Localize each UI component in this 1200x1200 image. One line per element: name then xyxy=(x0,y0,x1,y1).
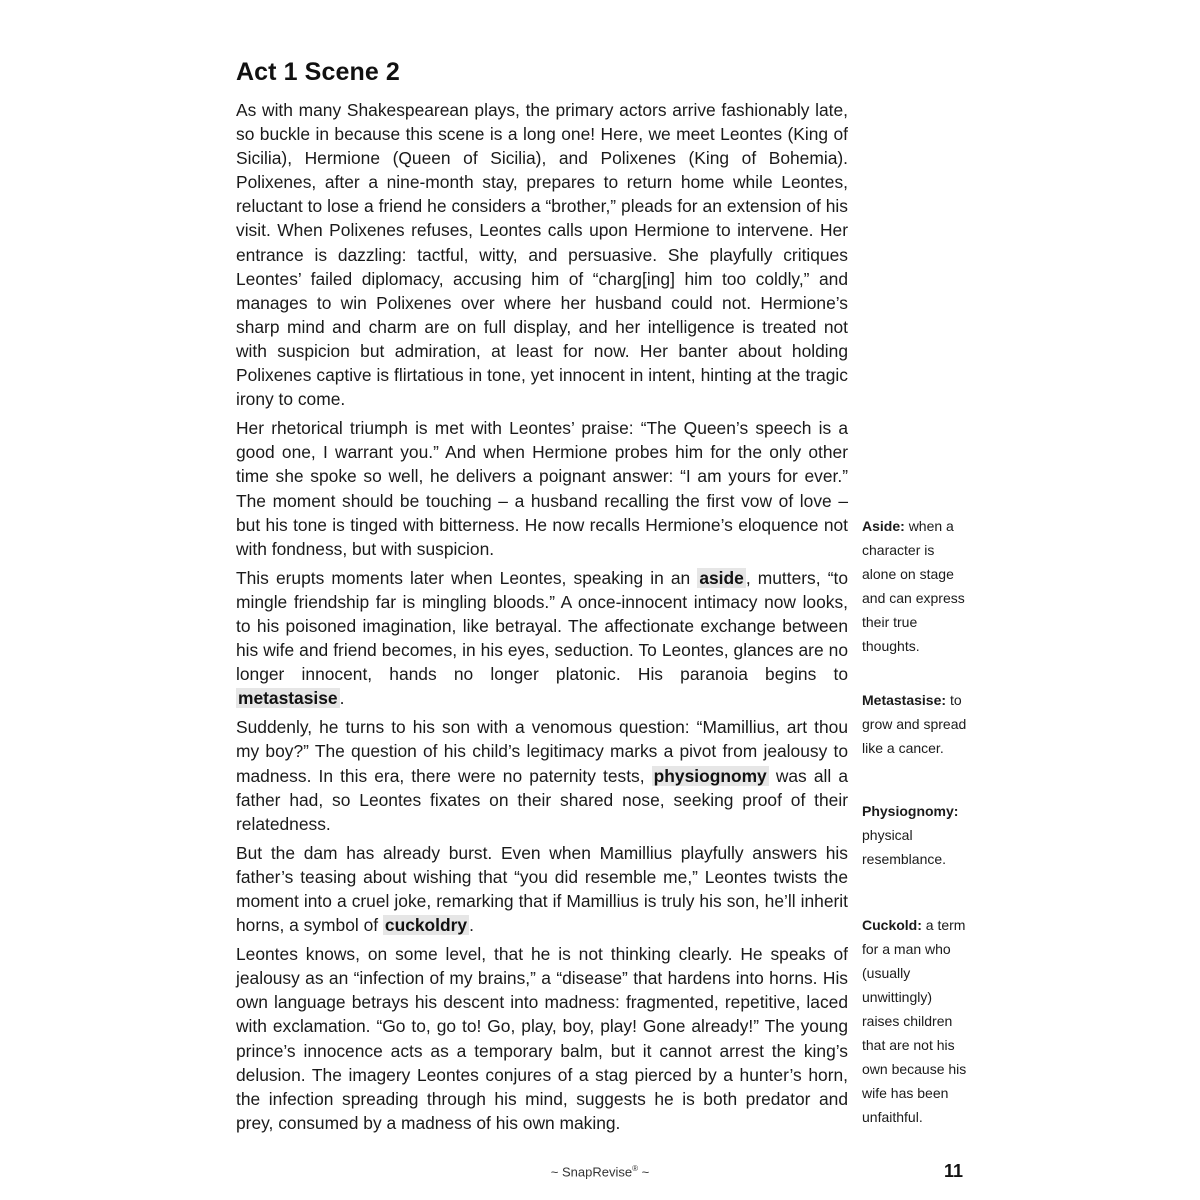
registered-mark: ® xyxy=(632,1164,638,1173)
term-metastasise: metastasise xyxy=(238,688,338,709)
paragraph-text: Suddenly, he turns to his son with a venomous question: “Mamillius, art thou my boy?” The question of his child’s legitimacy marks a pivot from jealousy to madness. In this era, there were no paternity tests, xyxy=(236,717,848,786)
paragraph-text: Her rhetorical triumph is met with Leontes’ praise: “The Queen’s speech is a good one, I warrant you.” And when Hermione probes him for the only other time she spoke so well, he delivers a poignant answer: “I am yours for ever.” The moment should be touching – a husband recalling the first vow of love – but his tone is tinged with bitterness. He now recalls Hermione’s eloquence not with fondness, but with suspicion. xyxy=(236,418,848,559)
glossary-definition: when a character is alone on stage and can express their true thoughts. xyxy=(862,518,965,654)
paragraph-text: This erupts moments later when Leontes, speaking in an xyxy=(236,567,698,588)
glossary-term: Metastasise: xyxy=(862,692,947,708)
paragraph-text: . xyxy=(469,915,474,936)
page-title: Act 1 Scene 2 xyxy=(236,58,400,86)
paragraph-text: was all a father had, so Leontes fixates on their shared nose, seeking proof of their relatedness. xyxy=(236,765,848,834)
page-number: 11 xyxy=(943,1161,963,1181)
body-text xyxy=(236,98,848,1140)
term-aside: aside xyxy=(699,567,744,588)
glossary-definition: physical resemblance. xyxy=(862,827,947,867)
glossary-definition: to grow and spread like a cancer. xyxy=(862,692,967,756)
paragraph-text: Leontes knows, on some level, that he is not thinking clearly. He speaks of jealousy as an “infection of my brains,” a “disease” that hardens into horns. His own language betrays his descent into madness: fragmented, repetitive, laced with exclamation. “Go to, go to! Go, play, boy, play! Gone already!” The young prince’s innocence acts as a temporary balm, but it cannot arrest the king’s delusion. The imagery Leontes conjures of a stag pierced by a hunter’s horn, the infection spreading through his mind, suggests he is both predator and prey, consumed by a madness of his own making. xyxy=(236,944,848,1133)
paragraph-text: , mutters, “to mingle friendship far is mingling bloods.” A once-innocent intimacy now looks, to his poisoned imagination, like betrayal. The affectionate exchange between his wife and friend becomes, in his eyes, seduction. To Leontes, glances are no longer innocent, hands no longer platonic. His paranoia begins to xyxy=(236,567,848,685)
paragraph-aside xyxy=(236,566,848,711)
glossary-term: Cuckold: xyxy=(862,917,922,933)
footer-brand xyxy=(0,1164,1200,1179)
paragraph-intro xyxy=(236,98,848,411)
glossary-metastasise xyxy=(862,688,972,760)
glossary-aside xyxy=(862,514,972,658)
glossary-term: Physiognomy: xyxy=(862,803,959,819)
glossary-definition: a term for a man who (usually unwittingly) raises children that are not his own because his wife has been unfaithful. xyxy=(862,917,967,1125)
paragraph-praise xyxy=(236,416,848,561)
term-physiognomy: physiognomy xyxy=(653,765,767,786)
brand-tilde: ~ xyxy=(638,1164,650,1180)
paragraph-physiognomy xyxy=(236,715,848,835)
term-cuckoldry: cuckoldry xyxy=(384,915,468,936)
paragraph-text: As with many Shakespearean plays, the primary actors arrive fashionably late, so buckle in because this scene is a long one! Here, we meet Leontes (King of Sicilia), Hermione (Queen of Sicilia), and Polixenes (King of Bohemia). Polixenes, after a nine-month stay, prepares to return home while Leontes, reluctant to lose a friend he considers a “brother,” pleads for an extension of his visit. When Polixenes refuses, Leontes calls upon Hermione to intervene. Her entrance is dazzling: tactful, witty, and persuasive. She playfully critiques Leontes’ failed diplomacy, accusing him of “charg[ing] him too coldly,” and manages to win Polixenes over where her husband could not. Hermione’s sharp mind and charm are on full display, and her intelligence is treated not with suspicion but admiration, at least for now. Her banter about holding Polixenes captive is flirtatious in tone, yet innocent in intent, hinting at the tragic irony to come. xyxy=(236,100,848,410)
glossary-cuckold xyxy=(862,913,972,1129)
glossary-physiognomy xyxy=(862,799,972,871)
paragraph-text: But the dam has already burst. Even when Mamillius playfully answers his father’s teasing about wishing that “you did resemble me,” Leontes twists the moment into a cruel joke, remarking that if Mamillius is truly his son, he’ll inherit horns, a symbol of xyxy=(236,842,848,936)
paragraph-cuckoldry xyxy=(236,841,848,937)
brand-name: ~ SnapRevise xyxy=(550,1164,633,1180)
paragraph-text: . xyxy=(339,688,345,709)
glossary-term: Aside: xyxy=(862,518,905,534)
paragraph-madness xyxy=(236,942,848,1135)
